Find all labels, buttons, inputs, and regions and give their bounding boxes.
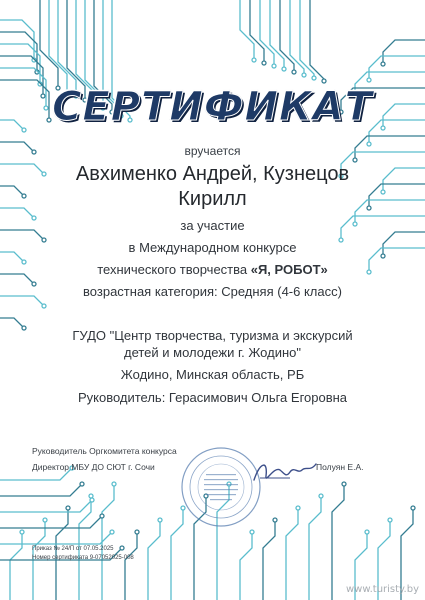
circuit-node [100,514,104,518]
circuit-trace [290,0,304,75]
circuit-node [296,506,300,510]
circuit-node [20,530,24,534]
circuit-trace [309,496,321,600]
watermark: www.turisty.by [345,584,419,595]
certificate-title: СЕРТИФИКАТ [52,84,373,130]
contest-name: «Я, РОБОТ» [250,262,328,277]
circuit-node [135,530,139,534]
circuit-node [292,70,296,74]
circuit-trace [0,20,34,60]
circuit-node [112,482,116,486]
circuit-node [90,498,94,502]
circuit-node [342,482,346,486]
age-category: возрастная категория: Средняя (4-6 класс) [83,284,342,299]
circuit-node [80,482,84,486]
circuit-node [312,76,316,80]
circuit-node [120,546,124,550]
circuit-trace [286,508,298,600]
institution-line1: ГУДО "Центр творчества, туризма и экскурсий [72,328,353,343]
contest-line1: в Международном конкурсе [128,240,297,255]
certificate-number: Номер сертификата 9-07052025-008 [32,555,134,561]
circuit-node [272,64,276,68]
circuit-node [43,518,47,522]
circuit-node [250,530,254,534]
circuit-trace [240,532,252,600]
circuit-node [262,61,266,65]
circuit-node [158,518,162,522]
circuit-trace [0,32,37,72]
circuit-trace [270,0,284,69]
circuit-trace [10,532,22,600]
circuit-node [42,304,46,308]
order-number: Приказ № 24/П от 07.05.2025 [32,546,114,552]
institution-line2: детей и молодежи г. Жодино" [123,345,302,360]
circuit-node [252,58,256,62]
circuit-trace [0,318,24,328]
circuit-trace [0,484,82,496]
circuit-node [411,506,415,510]
awarded-text: вручается [184,144,241,158]
signature [250,456,320,488]
circuit-node [282,67,286,71]
circuit-node [319,494,323,498]
circuit-trace [0,516,102,528]
circuit-trace [263,520,275,600]
recipient-name-line2: Кирилл [178,188,247,210]
circuit-trace [250,0,264,63]
circuit-node [322,79,326,83]
circuit-trace [310,0,324,81]
organizer-head-text: Руководитель Оргкомитета конкурса [32,446,177,456]
circuit-trace [102,484,114,600]
circuit-trace [125,532,137,600]
circuit-trace [240,0,254,60]
circuit-trace [280,0,294,72]
circuit-node [273,518,277,522]
circuit-trace [369,56,425,80]
circuit-node [365,530,369,534]
circuit-node [381,62,385,66]
circuit-node [66,506,70,510]
circuit-trace [383,40,425,64]
circuit-trace [148,520,160,600]
contest-line2-prefix: технического творчества [97,262,251,277]
director-text: Директор МБУ ДО СЮТ г. Сочи [32,462,155,472]
circuit-trace [0,44,40,84]
recipient-name-line1: Авхименко Андрей, Кузнецов [75,163,350,185]
director-name: Полуян Е.А. [316,462,364,472]
supervisor-text: Руководитель: Герасимович Ольга Егоровна [77,390,348,405]
location-text: Жодино, Минская область, РБ [120,367,305,382]
circuit-trace [56,508,68,600]
circuit-node [388,518,392,522]
circuit-node [110,530,114,534]
circuit-node [367,78,371,82]
circuit-trace [332,484,344,600]
participation-text: за участие [180,218,245,233]
circuit-node [302,73,306,77]
contest-line2 [0,262,425,277]
circuit-trace [260,0,274,66]
circuit-trace [0,500,92,512]
